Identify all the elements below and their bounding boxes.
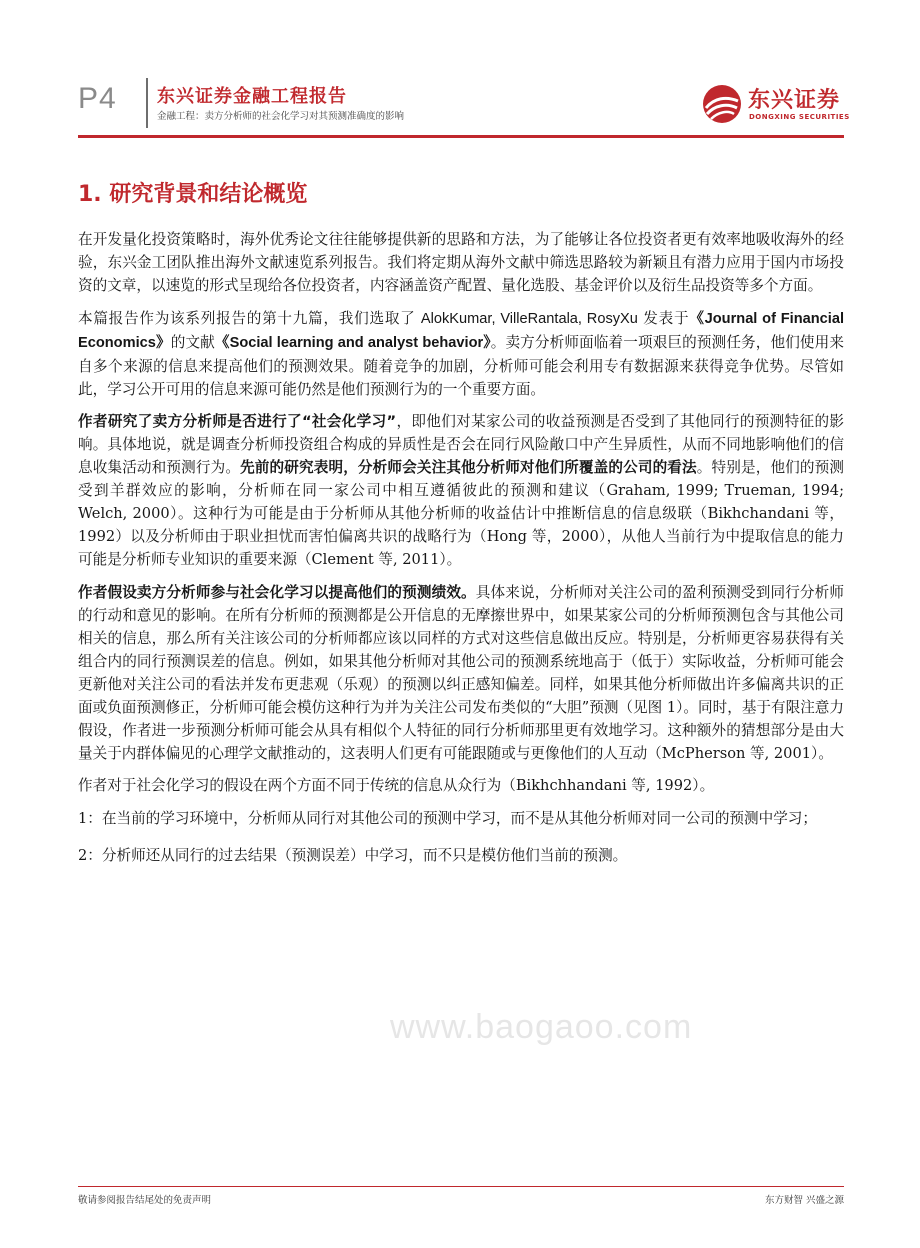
p2-text-3: 的文献 [170,333,215,351]
dongxing-logo-mark-icon [702,84,742,124]
p2-authors: AlokKumar, VilleRantala, RosyXu [420,310,638,327]
p3-bold-2: 先前的研究表明，分析师会关注其他分析师对他们所覆盖的公司的看法 [240,459,697,476]
header-divider [146,78,148,128]
p2-journal-name: 《Journal of Financial Economics》 [78,310,844,351]
p5-text: 作者对于社会化学习的假设在两个方面不同于传统的信息从众行为（Bikhchhandani 等, 1992）。 [78,777,715,794]
report-body [78,228,844,881]
logo-english-name: DONGXING SECURITIES [749,113,850,121]
list-item-1-text: 1：在当前的学习环境中，分析师从同行对其他公司的预测中学习，而不是从其他分析师对同一公司的预测中学习； [78,809,817,827]
list-item-2-text: 2：分析师还从同行的过去结果（预测误差）中学习，而不只是模仿他们当前的预测。 [78,846,628,864]
p2-text-2: 发表于 [637,309,690,327]
paragraph-intro-text: 在开发量化投资策略时，海外优秀论文往往能够提供新的思路和方法，为了能够让各位投资者更有效率地吸收海外的经验，东兴金工团队推出海外文献速览系列报告。我们将定期从海外文献中筛选思路较为新颖且有潜力应用于国内市场投资的文章，以速览的形式呈现给各位投资者，内容涵盖资产配置、量化选股、基金评价以及衍生品投资等多个方面。 [78,231,844,294]
paragraph-social-learning [78,410,844,571]
watermark: www.baogaoo.com [390,1008,693,1046]
p2-paper-title: 《Social learning and analyst behavior》 [214,334,491,351]
p3-bold-1: 作者研究了卖方分析师是否进行了“社会化学习” [78,413,397,430]
paragraph-difference [78,774,844,797]
list-item [78,807,844,830]
footer-disclaimer: 敬请参阅报告结尾处的免责声明 [78,1195,212,1206]
p4-text-1: 具体来说，分析师对关注公司的盈利预测受到同行分析师的行动和意见的影响。在所有分析师的预测都是公开信息的无摩擦世界中，如果某家公司的分析师预测包含与其他公司相关的信息，那么所有关注该公司的分析师都应该以同样的方式对这些信息做出反应。特别是，分析师更容易获得有关组合内的同行预测误差的信息。例如，如果其他分析师对其他公司的预测系统地高于（低于）实际收益，分析师可能会更新他对关注公司的看法并发布更悲观（乐观）的预测以纠正感知偏差。同样，如果其他分析师做出许多偏离共识的正面或负面预测修正，分析师可能会模仿这种行为并为关注公司发布类似的“大胆”预测（见图 1）。同时，基于有限注意力假设，作者进一步预测分析师可能会从具有相似个人特征的同行分析师那里更有效地学习。这种额外的猜想部分是由大量关于内群体偏见的心理学文献推动的，这表明人们更有可能跟随或与更像他们的人互动（McPherson 等, 2001）。 [78,583,844,762]
p3-text-2: 。特别是，他们的预测受到羊群效应的影响，分析师在同一家公司中相互遵循彼此的预测和建议（Graham, 1999; Trueman, 1994; Welch, 2000）。这种行为可能是由于分析师从其他分析师的收益估计中推断信息的信息级联（Bikhchandani 等，1992）以及分析师由于职业担忧而害怕偏离共识的战略行为（Hong 等，2000），从他人当前行为中提取信息的能力可能是分析师专业知识的重要来源（Clement 等, 2011）。 [78,459,844,568]
paragraph-intro [78,228,844,297]
paragraph-paper-selection [78,307,844,401]
section-title: 1. 研究背景和结论概览 [78,182,308,207]
report-subtitle: 金融工程：卖方分析师的社会化学习对其预测准确度的影响 [157,111,405,122]
page-number: P4 [78,82,117,115]
logo-chinese-name: 东兴证券 [748,88,841,113]
p3-text-1: ，即他们对某家公司的收益预测是否受到了其他同行的预测特征的影响。具体地说，就是调查分析师投资组合构成的异质性是否会在同行风险敞口中产生异质性，从而不同地影响他们的信息收集活动和预测行为。 [78,413,844,476]
dongxing-logo [702,82,850,128]
p4-bold-1: 作者假设卖方分析师参与社会化学习以提高他们的预测绩效。 [78,583,476,601]
footer-slogan: 东方财智 兴盛之源 [764,1195,844,1206]
list-item [78,844,844,867]
footer-rule [78,1186,844,1187]
report-series-title: 东兴证券金融工程报告 [157,86,347,107]
p2-text-1: 本篇报告作为该系列报告的第十九篇，我们选取了 [78,309,421,327]
header-rule [78,135,844,138]
p2-text-4: 。卖方分析师面临着一项艰巨的预测任务，他们使用来自多个来源的信息来提高他们的预测效果。随着竞争的加剧，分析师可能会利用专有数据源来获得竞争优势。尽管如此，学习公开可用的信息来源可能仍然是他们预测行为的一个重要方面。 [78,333,844,398]
paragraph-hypothesis [78,581,844,765]
